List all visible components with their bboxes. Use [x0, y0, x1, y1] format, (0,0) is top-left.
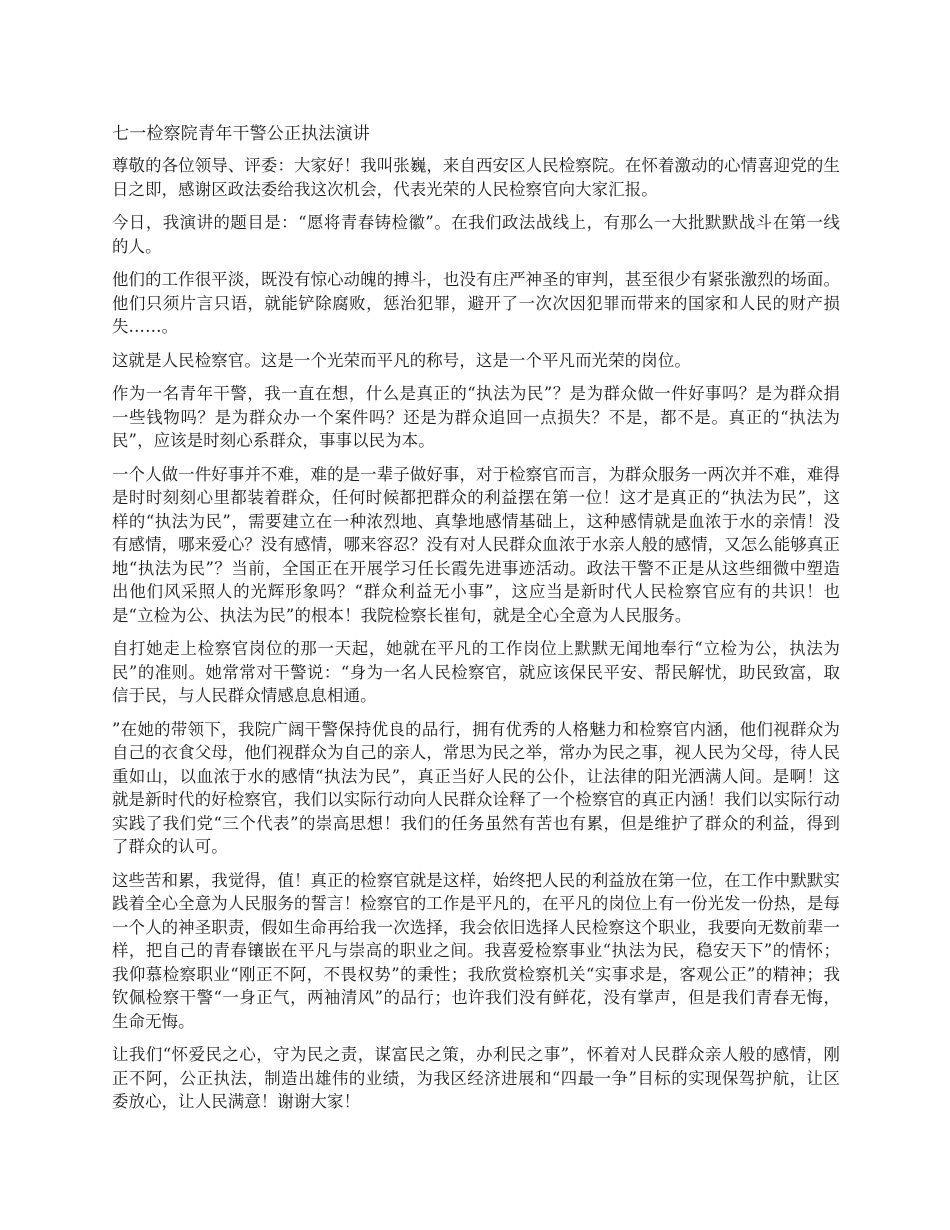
paragraph: ”在她的带领下，我院广阔干警保持优良的品行，拥有优秀的人格魅力和检察官内涵，他们视群众为自己的衣食父母，他们视群众为自己的亲人，常思为民之举，常办为民之事，视人民为父母，待人民重如山，以血浓于水的感情“执法为民”，真正当好人民的公仆，让法律的阳光洒满人间。是啊！这就是新时代的好检察官，我们以实际行动向人民群众诠释了一个检察官的真正内涵！我们以实际行动实践了我们党“三个代表”的崇高思想！我们的任务虽然有苦也有累，但是维护了群众的利益，得到了群众的认可。 — [112, 719, 840, 856]
paragraph: 今日，我演讲的题目是：“愿将青春铸检徽”。在我们政法战线上，有那么一大批默默战斗在第一线的人。 — [112, 213, 840, 256]
paragraph: 让我们“怀爱民之心，守为民之责，谋富民之策，办利民之事”，怀着对人民群众亲人般的感情，刚正不阿，公正执法，制造出雄伟的业绩，为我区经济进展和“四最一争”目标的实现保驾护航，让区委放心，让人民满意！谢谢大家！ — [112, 1045, 840, 1111]
paragraph: 一个人做一件好事并不难，难的是一辈子做好事，对于检察官而言，为群众服务一两次并不难，难得是时时刻刻心里都装着群众，任何时候都把群众的利益摆在第一位！这才是真正的“执法为民”，这样的“执法为民”，需要建立在一种浓烈地、真挚地感情基础上，这种感情就是血浓于水的亲情！没有感情，哪来爱心？没有感情，哪来容忍？没有对人民群众血浓于水亲人般的感情，又怎么能够真正地“执法为民”？当前，全国正在开展学习任长霞先进事迹活动。政法干警不正是从这些细微中塑造出他们风采照人的光辉形象吗？“群众利益无小事”，这应当是新时代人民检察官应有的共识！也是“立检为公、执法为民”的根本！我院检察长崔旬，就是全心全意为人民服务。 — [112, 464, 840, 625]
paragraph: 自打她走上检察官岗位的那一天起，她就在平凡的工作岗位上默默无闻地奉行“立检为公，执法为民”的准则。她常常对干警说：“身为一名人民检察官，就应该保民平安、帮民解忧，助民致富，取信于民，与人民群众情感息息相通。 — [112, 639, 840, 705]
paragraph: 作为一名青年干警，我一直在想，什么是真正的“执法为民”？是为群众做一件好事吗？是为群众捐一些钱物吗？是为群众办一个案件吗？还是为群众追回一点损失？不是，都不是。真正的“执法为民”，应该是时刻心系群众，事事以民为本。 — [112, 384, 840, 450]
paragraph: 他们的工作很平淡，既没有惊心动魄的搏斗，也没有庄严神圣的审判，甚至很少有紧张激烈的场面。他们只须片言只语，就能铲除腐败，惩治犯罪，避开了一次次因犯罪而带来的国家和人民的财产损失……。 — [112, 270, 840, 336]
paragraph: 这些苦和累，我觉得，值！真正的检察官就是这样，始终把人民的利益放在第一位，在工作中默默实践着全心全意为人民服务的誓言！检察官的工作是平凡的，在平凡的岗位上有一份光发一份热，是每一个人的神圣职责，假如生命再给我一次选择，我会依旧选择人民检察这个职业，我要向无数前辈一样，把自己的青春镶嵌在平凡与崇高的职业之间。我喜爱检察事业“执法为民，稳安天下”的情怀；我仰慕检察职业“刚正不阿，不畏权势”的秉性；我欣赏检察机关“实事求是，客观公正”的精神；我钦佩检察干警“一身正气，两袖清风”的品行；也许我们没有鲜花，没有掌声，但是我们青春无悔，生命无悔。 — [112, 870, 840, 1031]
paragraph: 这就是人民检察官。这是一个光荣而平凡的称号，这是一个平凡而光荣的岗位。 — [112, 350, 691, 370]
document-title: 七一检察院青年干警公正执法演讲 — [112, 124, 370, 144]
paragraph: 尊敬的各位领导、评委：大家好！我叫张巍，来自西安区人民检察院。在怀着激动的心情喜迎党的生日之即，感谢区政法委给我这次机会，代表光荣的人民检察官向大家汇报。 — [112, 156, 840, 199]
document-page — [112, 122, 840, 1124]
